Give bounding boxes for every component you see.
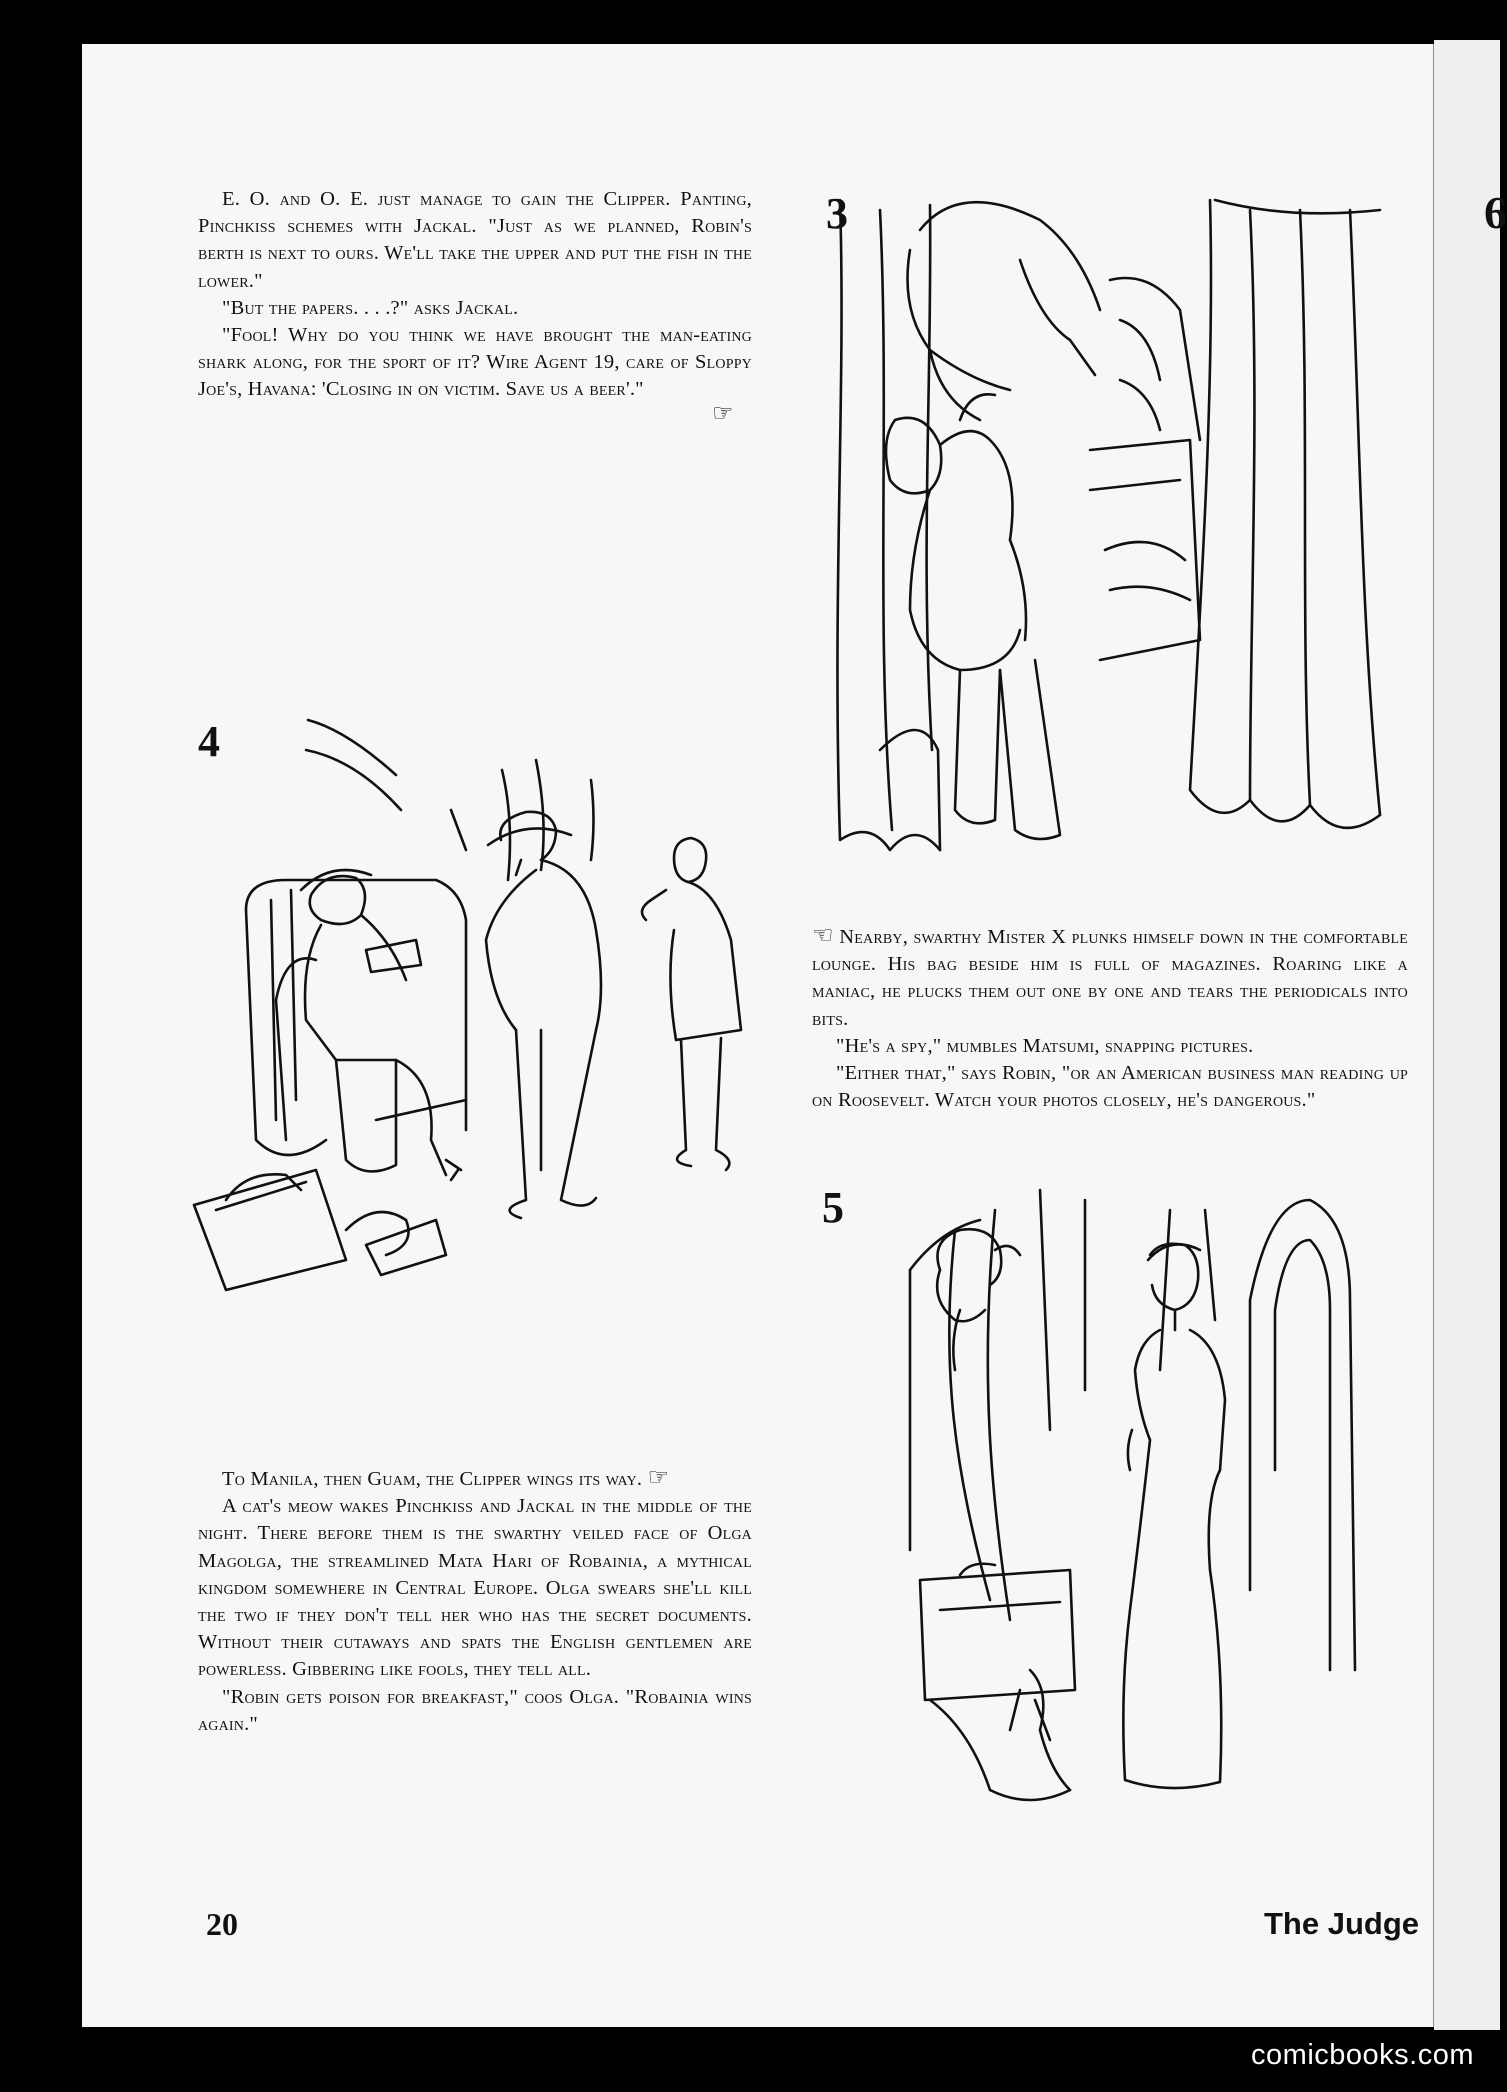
panel-4-illustration xyxy=(196,700,786,1300)
story-text-block-1 xyxy=(198,186,752,404)
page-number: 20 xyxy=(206,1906,238,1942)
watermark: comicbooks.com xyxy=(1251,2039,1474,2071)
paragraph: "But the papers. . . .?" asks Jackal. xyxy=(222,296,519,319)
facing-page-number: 6 xyxy=(1484,187,1507,238)
panel-number-3: 3 xyxy=(826,189,848,238)
paragraph: "He's a spy," mumbles Matsumi, snapping pictures. xyxy=(836,1034,1254,1057)
paragraph: E. O. and O. E. just manage to gain the Clipper. Panting, Pinchkiss schemes with Jackal. "Just as we planned, Robin's berth is next to ours. We'll take the upper and put the fish in the lower." xyxy=(198,188,752,292)
panel-number-4: 4 xyxy=(198,717,220,766)
paragraph: "Fool! Why do you think we have brought the man-eating shark along, for the sport of it? Wire Agent 19, care of Sloppy Joe's, Havana: 'Closing in on victim. Save us a beer'." xyxy=(198,324,752,401)
paragraph: A cat's meow wakes Pinchkiss and Jackal in the middle of the night. There before them is the swarthy veiled face of Olga Magolga, the streamlined Mata Hari of Robainia, a mythical kingdom somewhere in Central Europe. Olga swears she'll kill the two if they don't tell her who has the secret documents. Without their cutaways and spats the English gentlemen are powerless. Gibbering like fools, they tell all. xyxy=(198,1495,752,1681)
paragraph: "Either that," says Robin, "or an American business man reading up on Roosevelt. Watch your photos closely, he's dangerous." xyxy=(812,1062,1408,1112)
paragraph-text: To Manila, then Guam, the Clipper wings its way. xyxy=(222,1468,643,1490)
paragraph xyxy=(198,1466,752,1493)
paragraph xyxy=(812,924,1408,1033)
magazine-title: The Judge xyxy=(1264,1906,1420,1941)
story-text-block-3 xyxy=(198,1466,752,1738)
story-text-block-2 xyxy=(812,924,1408,1114)
pointing-hand-icon: ☞ xyxy=(647,1465,670,1491)
panel-5-illustration xyxy=(900,1170,1420,1850)
panel-number-5: 5 xyxy=(822,1183,844,1232)
pointing-hand-icon: ☞ xyxy=(712,401,734,427)
facing-page-edge xyxy=(1434,40,1500,2030)
paragraph: "Robin gets poison for breakfast," coos Olga. "Robainia wins again." xyxy=(198,1685,752,1735)
pointing-hand-icon: ☜ xyxy=(812,923,834,949)
panel-3-illustration xyxy=(820,190,1410,890)
paragraph-text: Nearby, swarthy Mister X plunks himself down in the comfortable lounge. His bag beside him is full of magazines. Roaring like a maniac, he plucks them out one by one and tears the periodicals into bits. xyxy=(812,926,1409,1030)
